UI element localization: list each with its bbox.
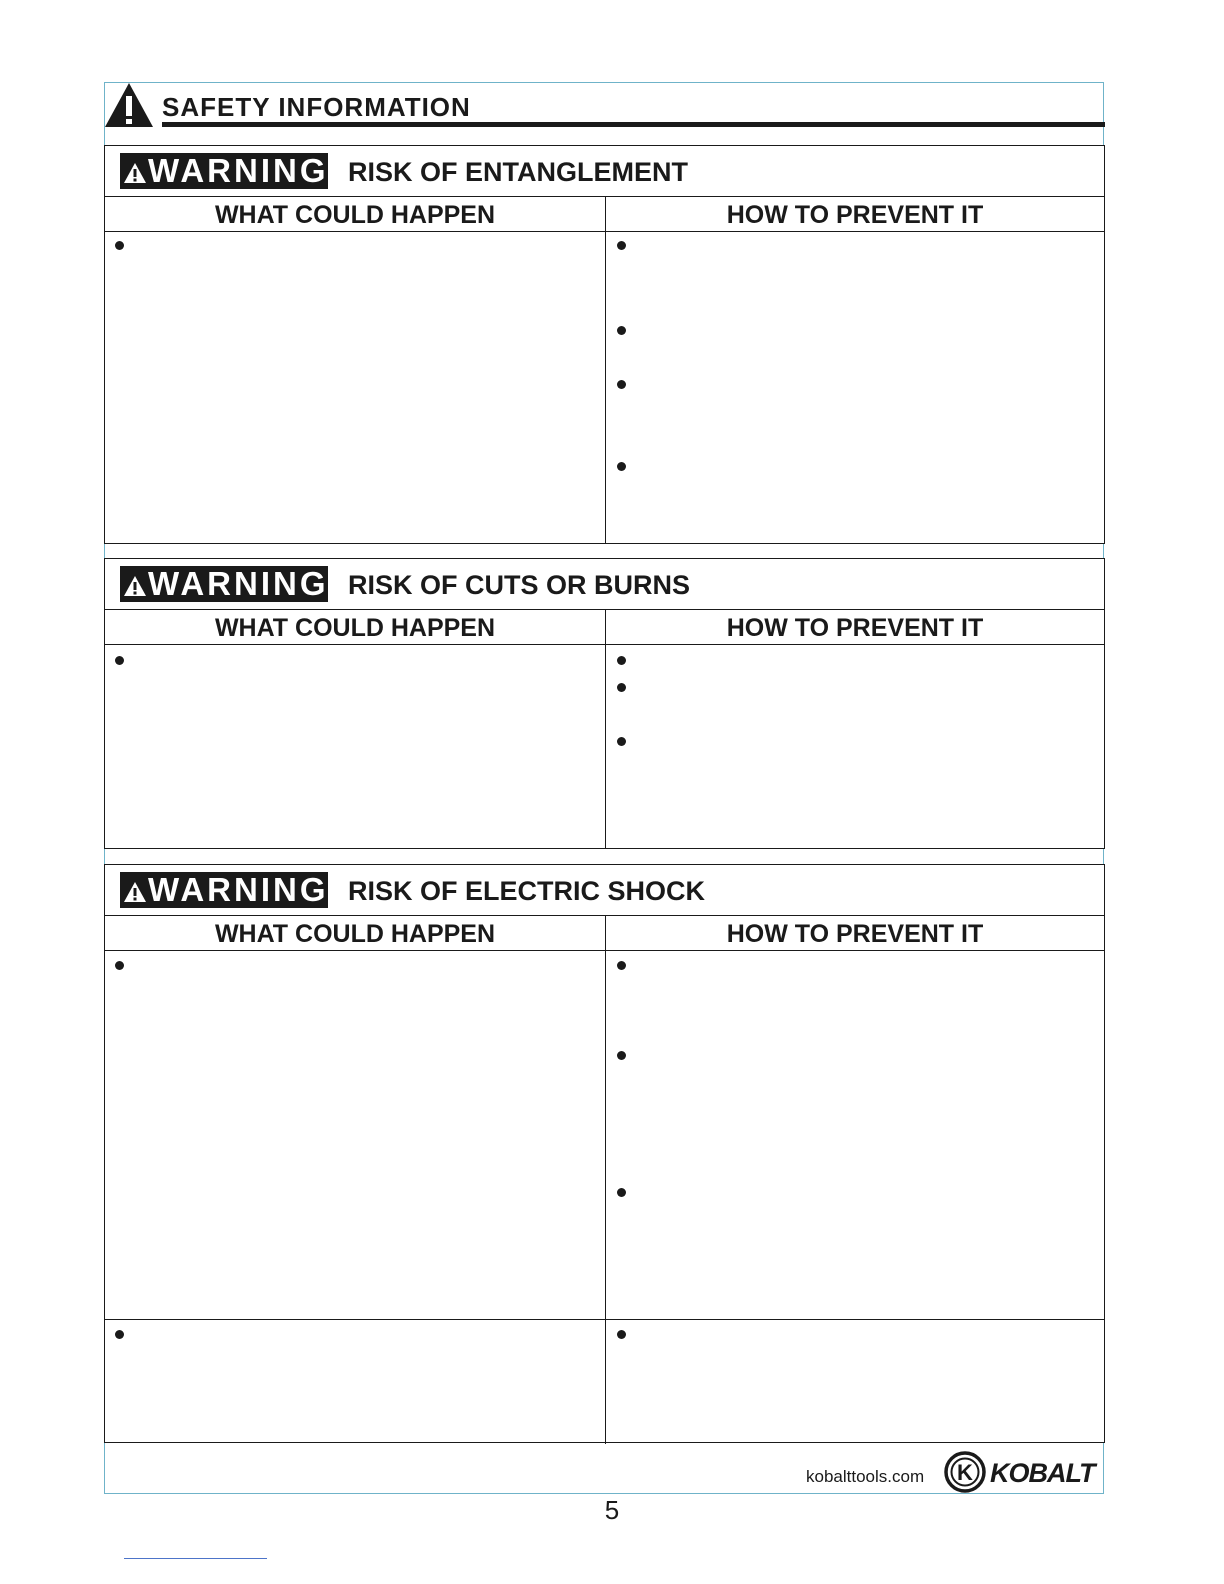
prevention-cell [605, 232, 1104, 543]
hazard-cell [105, 232, 605, 543]
warning-triangle-icon [104, 82, 154, 128]
brand-name: KOBALT [990, 1458, 1095, 1488]
kobalt-logo [944, 1450, 1106, 1494]
warning-triangle-icon [123, 881, 147, 903]
warning-badge [120, 566, 328, 602]
section-electric-shock [104, 864, 1105, 1443]
bullet [115, 241, 124, 250]
bullet [617, 683, 626, 692]
prevention-cell [605, 1320, 1104, 1444]
warning-badge [120, 153, 328, 189]
warning-badge [120, 872, 328, 908]
svg-text:K: K [957, 1460, 973, 1485]
risk-title: RISK OF ELECTRIC SHOCK [348, 876, 706, 906]
prevention-cell [605, 645, 1104, 849]
page-number: 5 [604, 1495, 620, 1525]
column-what-could-happen: WHAT COULD HAPPEN [214, 614, 496, 642]
safety-header [104, 82, 1105, 128]
bullet [617, 462, 626, 471]
bullet [115, 961, 124, 970]
decorative-line [124, 1558, 267, 1559]
bullet [617, 326, 626, 335]
section-cuts-burns [104, 558, 1105, 849]
section-entanglement [104, 145, 1105, 544]
column-how-to-prevent: HOW TO PREVENT IT [605, 610, 1104, 644]
bullet [617, 737, 626, 746]
warning-triangle-icon [123, 575, 147, 597]
bullet [617, 241, 626, 250]
bullet [617, 1330, 626, 1339]
bullet [115, 656, 124, 665]
risk-title: RISK OF ENTANGLEMENT [348, 157, 688, 187]
column-how-to-prevent: HOW TO PREVENT IT [605, 916, 1104, 950]
warning-triangle-icon [123, 162, 147, 184]
hazard-cell [105, 951, 605, 1319]
warning-label: WARNING [148, 152, 329, 189]
risk-title: RISK OF CUTS OR BURNS [348, 570, 691, 600]
bullet [115, 1330, 124, 1339]
bullet [617, 961, 626, 970]
column-what-could-happen: WHAT COULD HAPPEN [214, 920, 496, 948]
bullet [617, 1188, 626, 1197]
hazard-cell [105, 1320, 605, 1444]
warning-label: WARNING [148, 871, 329, 908]
column-how-to-prevent: HOW TO PREVENT IT [605, 197, 1104, 231]
bullet [617, 1051, 626, 1060]
prevention-cell [605, 951, 1104, 1319]
bullet [617, 380, 626, 389]
bullet [617, 656, 626, 665]
header-rule [162, 122, 1105, 127]
hazard-cell [105, 645, 605, 849]
column-what-could-happen: WHAT COULD HAPPEN [214, 201, 496, 229]
footer-url: kobalttools.com [806, 1467, 925, 1486]
page-title: SAFETY INFORMATION [162, 92, 471, 122]
warning-label: WARNING [148, 565, 329, 602]
